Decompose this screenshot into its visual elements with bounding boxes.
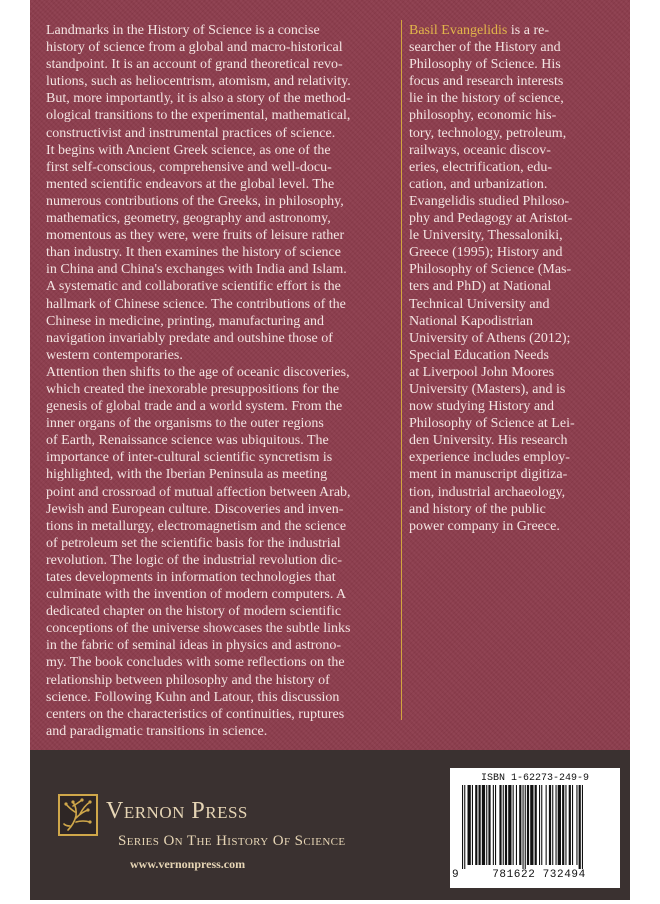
description-line: in the fabric of seminal ideas in physics and astrono-: [46, 638, 342, 654]
description-line: It begins with Ancient Greek science, as one of the: [46, 142, 331, 158]
isbn-label: ISBN 1-62273-249-9: [480, 773, 590, 784]
barcode-lead-digit: 9: [452, 869, 459, 881]
barcode-bar: [479, 785, 481, 865]
description-line: mented scientific endeavors at the global level. The: [46, 176, 335, 192]
author-bio-line: National Kapodistrian: [409, 313, 534, 329]
barcode-bar: [482, 785, 485, 865]
description-line: conceptions of the universe showcases the subtle links: [46, 621, 351, 637]
description-line: western contemporaries.: [46, 347, 183, 363]
author-bio: [409, 22, 624, 535]
barcode-bar: [523, 785, 524, 869]
book-back-cover: [30, 0, 630, 900]
barcode-bar: [525, 785, 526, 869]
author-bio-line: Philosophy of Science. His: [409, 57, 561, 73]
barcode-bar: [556, 785, 557, 865]
description-line: highlighted, with the Iberian Peninsula as meeting: [46, 467, 328, 483]
barcode-bar: [579, 785, 581, 869]
publisher-logo: [58, 794, 98, 836]
publisher-name: Vernon Press: [106, 798, 248, 824]
barcode-bar: [486, 785, 487, 865]
description-line: numerous contributions of the Greeks, in philosophy,: [46, 193, 344, 209]
column-divider: [401, 20, 402, 720]
author-bio-line: tory, technology, petroleum,: [409, 125, 567, 141]
author-bio-line: Philosophy of Science at Lei-: [409, 416, 575, 432]
isbn-barcode: [450, 768, 620, 888]
author-bio-line: railways, oceanic discov-: [409, 142, 551, 158]
barcode-bar: [541, 785, 542, 865]
description-line: standpoint. It is an account of grand theoretical revo-: [46, 57, 343, 73]
barcode-bars: [462, 785, 608, 869]
author-bio-line: tion, industrial archaeology,: [409, 484, 566, 500]
barcode-bar: [503, 785, 504, 865]
description-line: lutions, such as heliocentrism, atomism, and relativity.: [46, 74, 351, 90]
publisher-band: [30, 750, 630, 900]
author-bio-line: ment in manuscript digitiza-: [409, 467, 568, 483]
barcode-bar: [530, 785, 533, 865]
barcode-bar: [546, 785, 547, 865]
author-name: Basil Evangelidis: [409, 23, 508, 38]
author-bio-line: le University, Thessaloniki,: [409, 228, 563, 244]
description-line: hallmark of Chinese science. The contributions of the: [46, 296, 346, 312]
description-line: of petroleum set the scientific basis for the industrial: [46, 535, 341, 551]
barcode-bar: [508, 785, 511, 865]
book-description: [46, 22, 416, 740]
description-line: But, more importantly, it is also a story of the method-: [46, 91, 351, 107]
description-line: culminate with the invention of modern computers. A: [46, 587, 347, 603]
description-line: genesis of global trade and a world system. From the: [46, 399, 343, 415]
barcode-bar: [462, 785, 463, 869]
author-bio-line: philosophy, economic his-: [409, 108, 557, 124]
barcode-bar: [472, 785, 473, 865]
barcode-bar: [519, 785, 521, 865]
barcode-digits: 781622 732494: [492, 869, 586, 881]
barcode-bar: [499, 785, 501, 865]
description-line: in China and China's exchanges with India and Islam.: [46, 262, 347, 278]
author-bio-line: now studying History and: [409, 399, 555, 415]
description-line: A systematic and collaborative scientific effort is the: [46, 279, 341, 295]
description-line: relationship between philosophy and the history of: [46, 672, 330, 688]
barcode-bar: [576, 785, 577, 865]
description-line: history of science from a global and macro-historical: [46, 40, 343, 56]
author-bio-line: phy and Pedagogy at Aristot-: [409, 211, 573, 227]
author-bio-line: power company in Greece.: [409, 518, 560, 534]
barcode-bar: [582, 785, 583, 869]
author-bio-line: Philosophy of Science (Mas-: [409, 262, 572, 278]
description-line: navigation invariably predate and outshine those of: [46, 330, 333, 346]
description-line: Landmarks in the History of Science is a concise: [46, 23, 320, 38]
barcode-bar: [562, 785, 564, 865]
author-bio-line: experience includes employ-: [409, 450, 570, 466]
barcode-bar: [565, 785, 566, 865]
description-line: my. The book concludes with some reflections on the: [46, 655, 345, 671]
description-line: tates developments in information technologies that: [46, 570, 336, 585]
tree-logo-icon: [60, 796, 96, 834]
barcode-bar: [572, 785, 573, 865]
barcode-bar: [549, 785, 551, 865]
description-line: first self-conscious, comprehensive and well-docu-: [46, 159, 332, 175]
author-bio-line: at Liverpool John Moores: [409, 364, 555, 380]
author-bio-line: University of Athens (2012);: [409, 330, 571, 346]
barcode-bar: [495, 785, 496, 865]
barcode-bar: [535, 785, 537, 865]
description-line: science. Following Kuhn and Latour, this discussion: [46, 689, 340, 705]
author-bio-line: cation, and urbanization.: [409, 176, 548, 192]
barcode-bar: [558, 785, 561, 865]
barcode-bar: [464, 785, 465, 869]
barcode-bar: [569, 785, 571, 865]
description-line: and paradigmatic transitions in science.: [46, 723, 268, 739]
description-line: ological transitions to the experimental, mathematical,: [46, 108, 351, 124]
description-line: tions in metallurgy, electromagnetism and the science: [46, 518, 347, 534]
author-bio-line: ters and PhD) at National: [409, 279, 552, 295]
description-line: dedicated chapter on the history of modern scientific: [46, 604, 342, 620]
description-line: of Earth, Renaissance science was ubiquitous. The: [46, 433, 329, 449]
barcode-bar: [539, 785, 540, 865]
barcode-bar: [527, 785, 529, 865]
description-line: centers on the characteristics of continuities, ruptures: [46, 706, 345, 722]
barcode-bar: [468, 785, 471, 865]
author-bio-line: focus and research interests: [409, 74, 564, 90]
barcode-bar: [505, 785, 507, 865]
author-bio-line: and history of the public: [409, 501, 546, 517]
author-bio-line: den University. His research: [409, 433, 568, 449]
description-line: which created the inexorable presuppositions for the: [46, 381, 340, 397]
author-bio-line: eries, electrification, edu-: [409, 159, 553, 175]
series-name: Series On The History Of Science: [118, 833, 346, 849]
author-bio-line: University (Masters), and is: [409, 381, 566, 397]
barcode-bar: [513, 785, 514, 865]
barcode-bar: [475, 785, 477, 865]
barcode-bar: [552, 785, 553, 865]
author-bio-line: Greece (1995); History and: [409, 245, 563, 261]
author-bio-line: lie in the history of science,: [409, 91, 564, 107]
description-line: momentous as they were, were fruits of leisure rather: [46, 228, 345, 244]
publisher-url: www.vernonpress.com: [130, 857, 246, 871]
barcode-bar: [493, 785, 494, 865]
description-line: than industry. It then examines the history of science: [46, 245, 341, 261]
author-bio-first-line: is a re-: [507, 23, 549, 38]
description-line: Chinese in medicine, printing, manufacturing and: [46, 313, 324, 329]
description-line: constructivist and instrumental practices of science.: [46, 125, 336, 141]
description-line: mathematics, geometry, geography and astronomy,: [46, 211, 331, 227]
author-bio-line: searcher of the History and: [409, 40, 561, 56]
description-line: point and crossroad of mutual affection between Arab,: [46, 484, 351, 500]
barcode-bar: [516, 785, 517, 865]
description-line: Attention then shifts to the age of oceanic discoveries,: [46, 364, 350, 380]
author-bio-line: Technical University and: [409, 296, 550, 312]
author-bio-line: Evangelidis studied Philoso-: [409, 193, 570, 209]
barcode-bar: [488, 785, 490, 865]
author-bio-line: Special Education Needs: [409, 347, 549, 363]
description-line: inner organs of the organisms to the outer regions: [46, 416, 324, 432]
description-line: importance of inter-cultural scientific syncretism is: [46, 450, 333, 466]
description-line: Jewish and European culture. Discoveries and inven-: [46, 501, 344, 517]
description-line: revolution. The logic of the industrial revolution dic-: [46, 552, 343, 568]
